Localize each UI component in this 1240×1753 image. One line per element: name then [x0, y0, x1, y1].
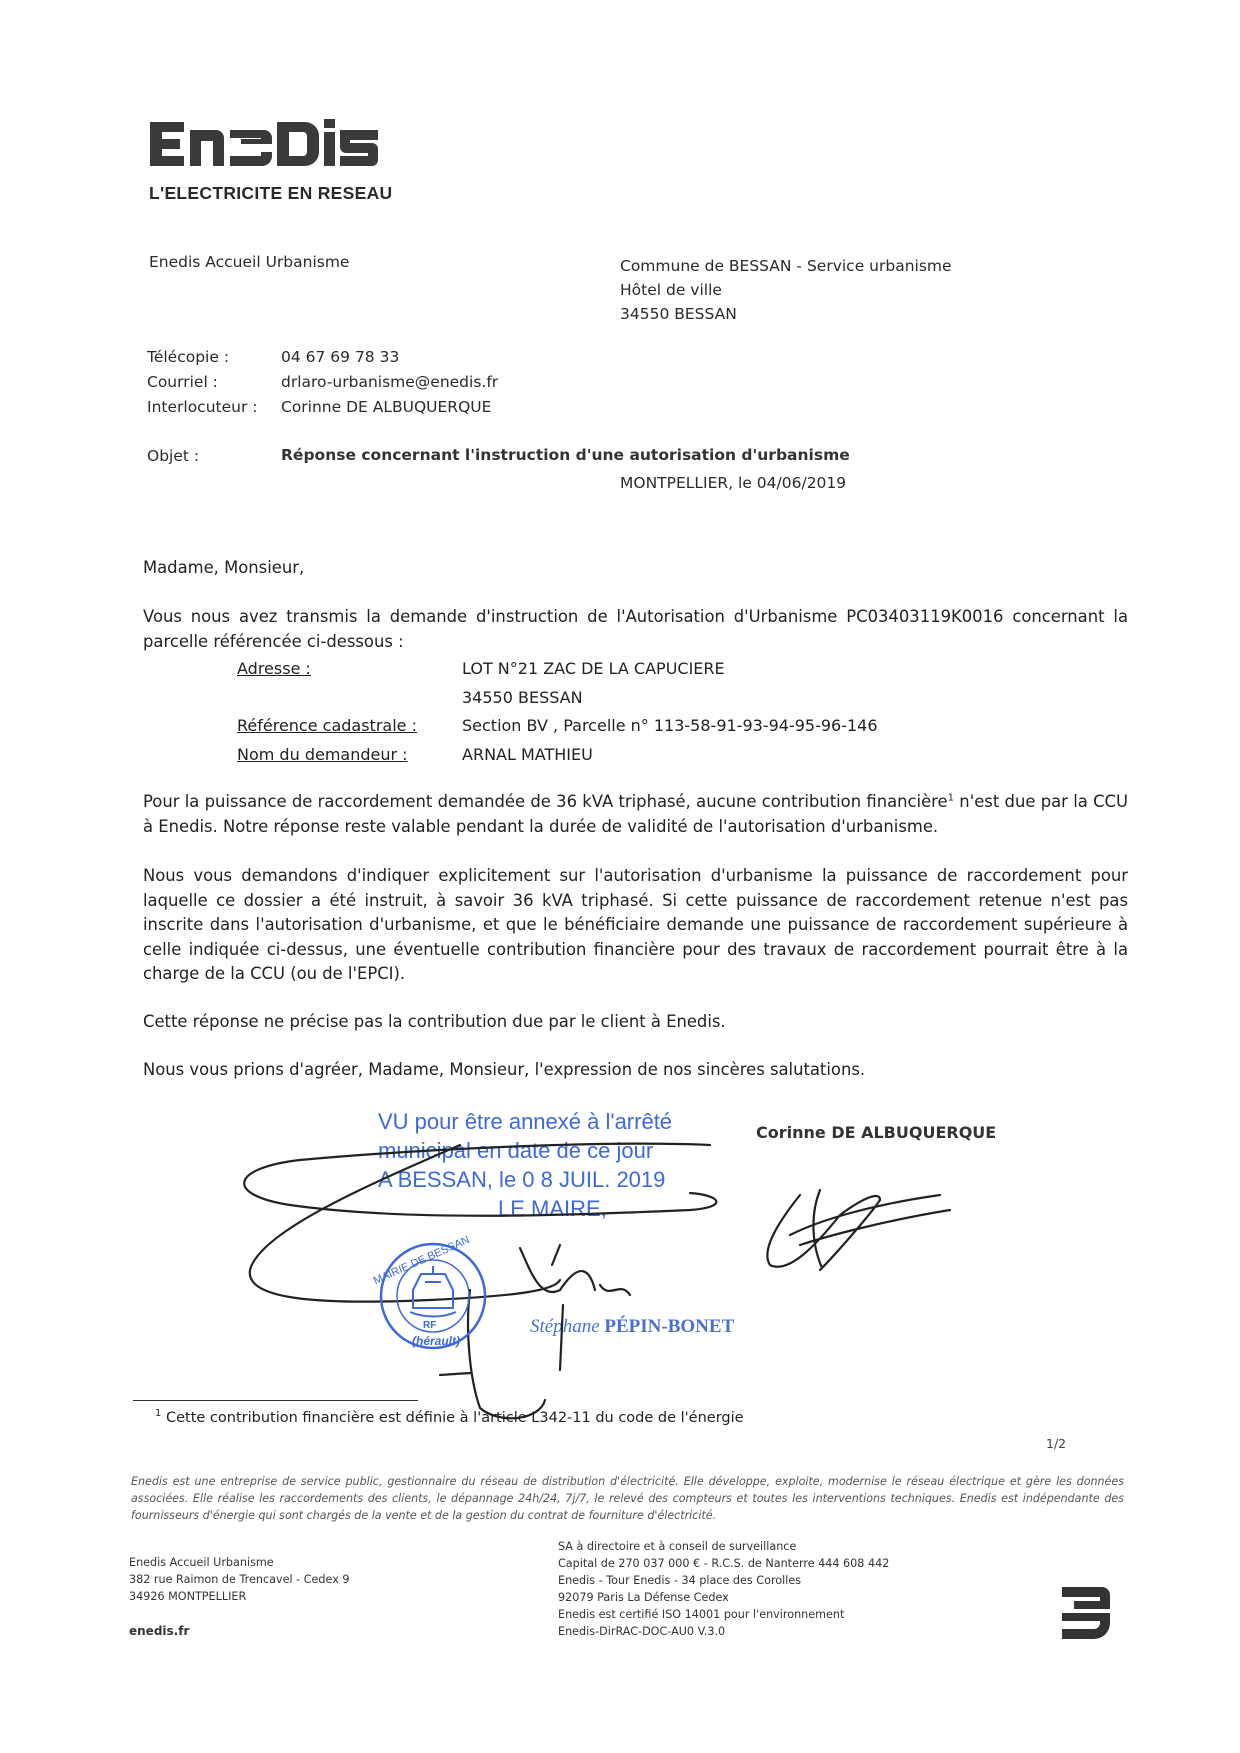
- mayor-signature-tail: [468, 1290, 545, 1418]
- mayor-signature-dash: [440, 1373, 470, 1375]
- letter-paragraph-4: Cette réponse ne précise pas la contribution due par le client à Enedis.: [143, 1012, 726, 1031]
- footnote-text: Cette contribution financière est définie à l'article L342-11 du code de l'énergie: [165, 1410, 744, 1426]
- mayor-first-name: Stéphane: [530, 1316, 600, 1337]
- cadastre-label: Référence cadastrale :: [237, 716, 417, 735]
- enedis-logo: [150, 116, 390, 172]
- company-info-line: Enedis est certifié ISO 14001 pour l'environnement: [558, 1608, 845, 1621]
- mayor-initials: [520, 1248, 630, 1295]
- footnote-rule: [133, 1400, 418, 1401]
- address-line-2: 34550 BESSAN: [462, 687, 583, 707]
- mail-value: drlaro-urbanisme@enedis.fr: [281, 373, 499, 391]
- footer-company-info: [558, 1538, 889, 1640]
- stamp-line: VU pour être annexé à l'arrêté: [378, 1109, 673, 1134]
- address-row-2: [237, 684, 878, 713]
- letter-closing: Nous vous prions d'agréer, Madame, Monsieur, l'expression de nos sincères salutations.: [143, 1060, 866, 1079]
- recipient-line: 34550 BESSAN: [620, 305, 737, 323]
- address-row: [237, 655, 878, 684]
- footer-address-line: 382 rue Raimon de Trencavel - Cedex 9: [129, 1573, 350, 1586]
- cadastre-row: [237, 712, 878, 741]
- footnote-ref: 1: [947, 792, 955, 804]
- subject-text: Réponse concernant l'instruction d'une autorisation d'urbanisme: [281, 446, 850, 464]
- parcel-details: [237, 655, 878, 769]
- stamp-line: municipal en date de ce jour: [378, 1138, 654, 1163]
- contact-person-row: [147, 395, 498, 420]
- approval-stamp: [378, 1107, 738, 1223]
- sender-name: Enedis Accueil Urbanisme: [149, 253, 350, 271]
- contact-person-value: Corinne DE ALBUQUERQUE: [281, 398, 492, 416]
- applicant-row: [237, 741, 878, 770]
- p2-text-b: n'est due par la CCU à Enedis. Notre réponse reste valable pendant la durée de validité de l'autorisation d'urbanisme.: [143, 792, 1128, 836]
- company-info-line: Enedis-DirRAC-DOC-AU0 V.3.0: [558, 1625, 726, 1638]
- applicant-value: ARNAL MATHIEU: [462, 744, 593, 764]
- fax-row: [147, 345, 498, 370]
- enedis-emblem-icon: [1058, 1583, 1114, 1643]
- stamp-line: A BESSAN, le 0 8 JUIL. 2019: [378, 1167, 666, 1192]
- letter-paragraph-2: [143, 790, 1128, 839]
- legal-notice: Enedis est une entreprise de service public, gestionnaire du réseau de distribution d'électricité. Elle développe, exploite, modernise le réseau électrique et gère les données associées. Elle réalise les raccordements des clients, le dépannage 24h/24, 7j/7, le relevé des compteurs et toutes les interventions techniques. Enedis est indépendante des fournisseurs d'énergie qui sont chargés de la vente et de la gestion du contrat de fourniture d'électricité.: [131, 1475, 1124, 1522]
- cadastre-value: Section BV , Parcelle n° 113-58-91-93-94-95-96-146: [462, 716, 878, 735]
- footnote: [155, 1410, 744, 1426]
- recipient-line: Commune de BESSAN - Service urbanisme: [620, 257, 952, 275]
- logo-tagline: L'ELECTRICITE EN RESEAU: [149, 183, 393, 203]
- subject-label: Objet :: [147, 447, 200, 465]
- mayor-signature-slash: [552, 1245, 560, 1265]
- mail-label: Courriel :: [147, 373, 218, 391]
- footer-address: [129, 1554, 350, 1605]
- applicant-label: Nom du demandeur :: [237, 744, 408, 764]
- letter-paragraph-1: Vous nous avez transmis la demande d'instruction de l'Autorisation d'Urbanisme PC03403119K0016 concernant la parcelle référencée ci-dessous :: [143, 607, 1128, 651]
- footer-address-line: 34926 MONTPELLIER: [129, 1590, 247, 1603]
- address-label: Adresse :: [237, 659, 311, 678]
- mayor-name: [530, 1316, 734, 1338]
- company-info-line: 92079 Paris La Défense Cedex: [558, 1591, 729, 1604]
- footer-address-line: Enedis Accueil Urbanisme: [129, 1556, 274, 1569]
- fax-label: Télécopie :: [147, 348, 230, 366]
- page-number: 1/2: [1046, 1436, 1067, 1451]
- letter-salutation: Madame, Monsieur,: [143, 558, 305, 577]
- recipient-line: Hôtel de ville: [620, 281, 722, 299]
- signer-name: Corinne DE ALBUQUERQUE: [756, 1123, 997, 1142]
- contact-person-label: Interlocuteur :: [147, 398, 258, 416]
- seal-center-text: RF: [423, 1320, 437, 1331]
- footnote-number: 1: [155, 1408, 162, 1420]
- company-info-line: Enedis - Tour Enedis - 34 place des Corolles: [558, 1574, 802, 1587]
- mail-row: [147, 370, 498, 395]
- contact-block: [147, 345, 498, 420]
- stamp-line: LE MAIRE,: [498, 1196, 607, 1221]
- footer-website: enedis.fr: [129, 1624, 190, 1638]
- signer-signature: [767, 1190, 950, 1270]
- recipient-address: [620, 254, 952, 326]
- company-info-line: SA à directoire et à conseil de surveillance: [558, 1540, 797, 1553]
- p2-text-a: Pour la puissance de raccordement demandée de 36 kVA triphasé, aucune contribution financière: [143, 792, 948, 811]
- letter-paragraph-3: Nous vous demandons d'indiquer explicitement sur l'autorisation d'urbanisme la puissance de raccordement pour laquelle ce dossier a été instruit, à savoir 36 kVA triphasé. Si cette puissance de raccordement retenue n'est pas inscrite dans l'autorisation d'urbanisme, et que le bénéficiaire demande une puissance de raccordement supérieure à celle indiquée ci-dessus, une éventuelle contribution financière pour des travaux de raccordement pourrait être à la charge de la CCU (ou de l'EPCI).: [143, 866, 1128, 983]
- address-line-1: LOT N°21 ZAC DE LA CAPUCIERE: [462, 659, 725, 678]
- seal-bottom-text: (hérault): [412, 1334, 460, 1348]
- place-date: MONTPELLIER, le 04/06/2019: [620, 474, 847, 492]
- fax-value: 04 67 69 78 33: [281, 348, 400, 366]
- mayor-last-name: PÉPIN-BONET: [604, 1316, 735, 1337]
- seal-top-text: MAIRIE DE BESSAN: [371, 1233, 472, 1288]
- company-info-line: Capital de 270 037 000 € - R.C.S. de Nanterre 444 608 442: [558, 1557, 890, 1570]
- municipal-seal: [381, 1244, 485, 1348]
